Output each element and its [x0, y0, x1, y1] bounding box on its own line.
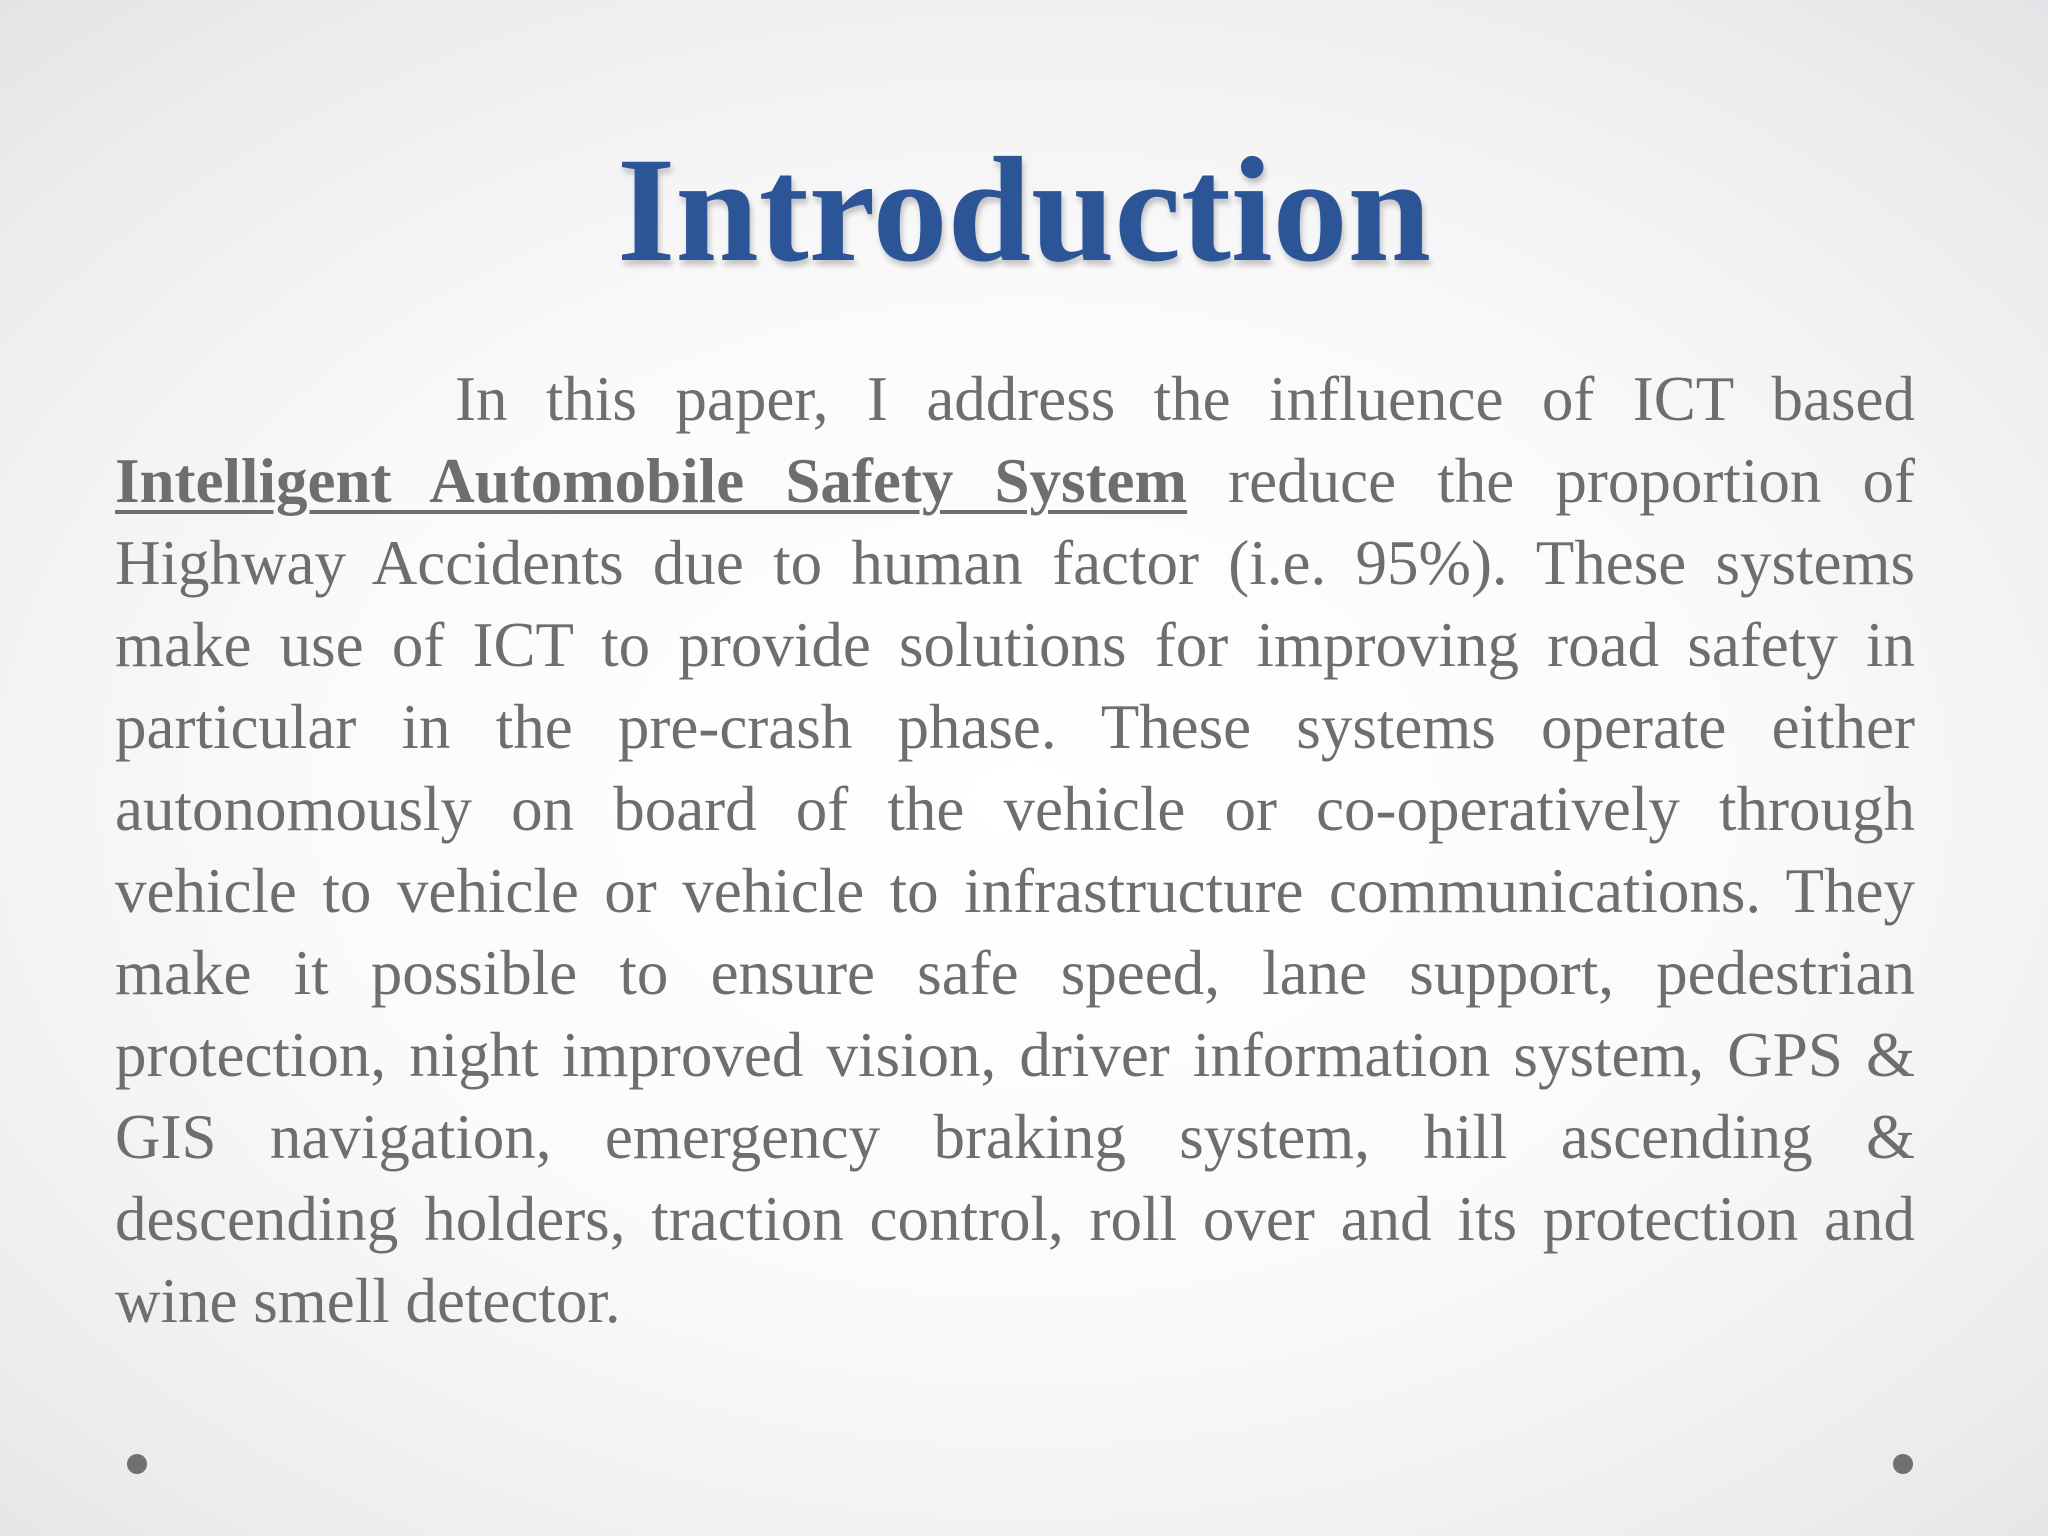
- paragraph-lead: In this paper, I address the influence of ICT based: [455, 364, 1915, 434]
- bottom-left-dot-icon: [127, 1454, 147, 1474]
- intro-paragraph: [115, 358, 1915, 1342]
- slide-title: Introduction: [616, 127, 1432, 293]
- paragraph-rest: reduce the proportion of Highway Accidents due to human factor (i.e. 95%). These systems make use of ICT to provide solutions for improving road safety in particular in the pre-crash phase. These systems operate either autonomously on board of the vehicle or co-operatively through vehicle to vehicle or vehicle to infrastructure communications. They make it possible to ensure safe speed, lane support, pedestrian protection, night improved vision, driver information system, GPS & GIS navigation, emergency braking system, hill ascending & descending holders, traction control, roll over and its protection and wine smell detector.: [115, 446, 1916, 1336]
- emphasized-system-name: Intelligent Automobile Safety System: [115, 446, 1187, 516]
- bottom-right-dot-icon: [1893, 1454, 1913, 1474]
